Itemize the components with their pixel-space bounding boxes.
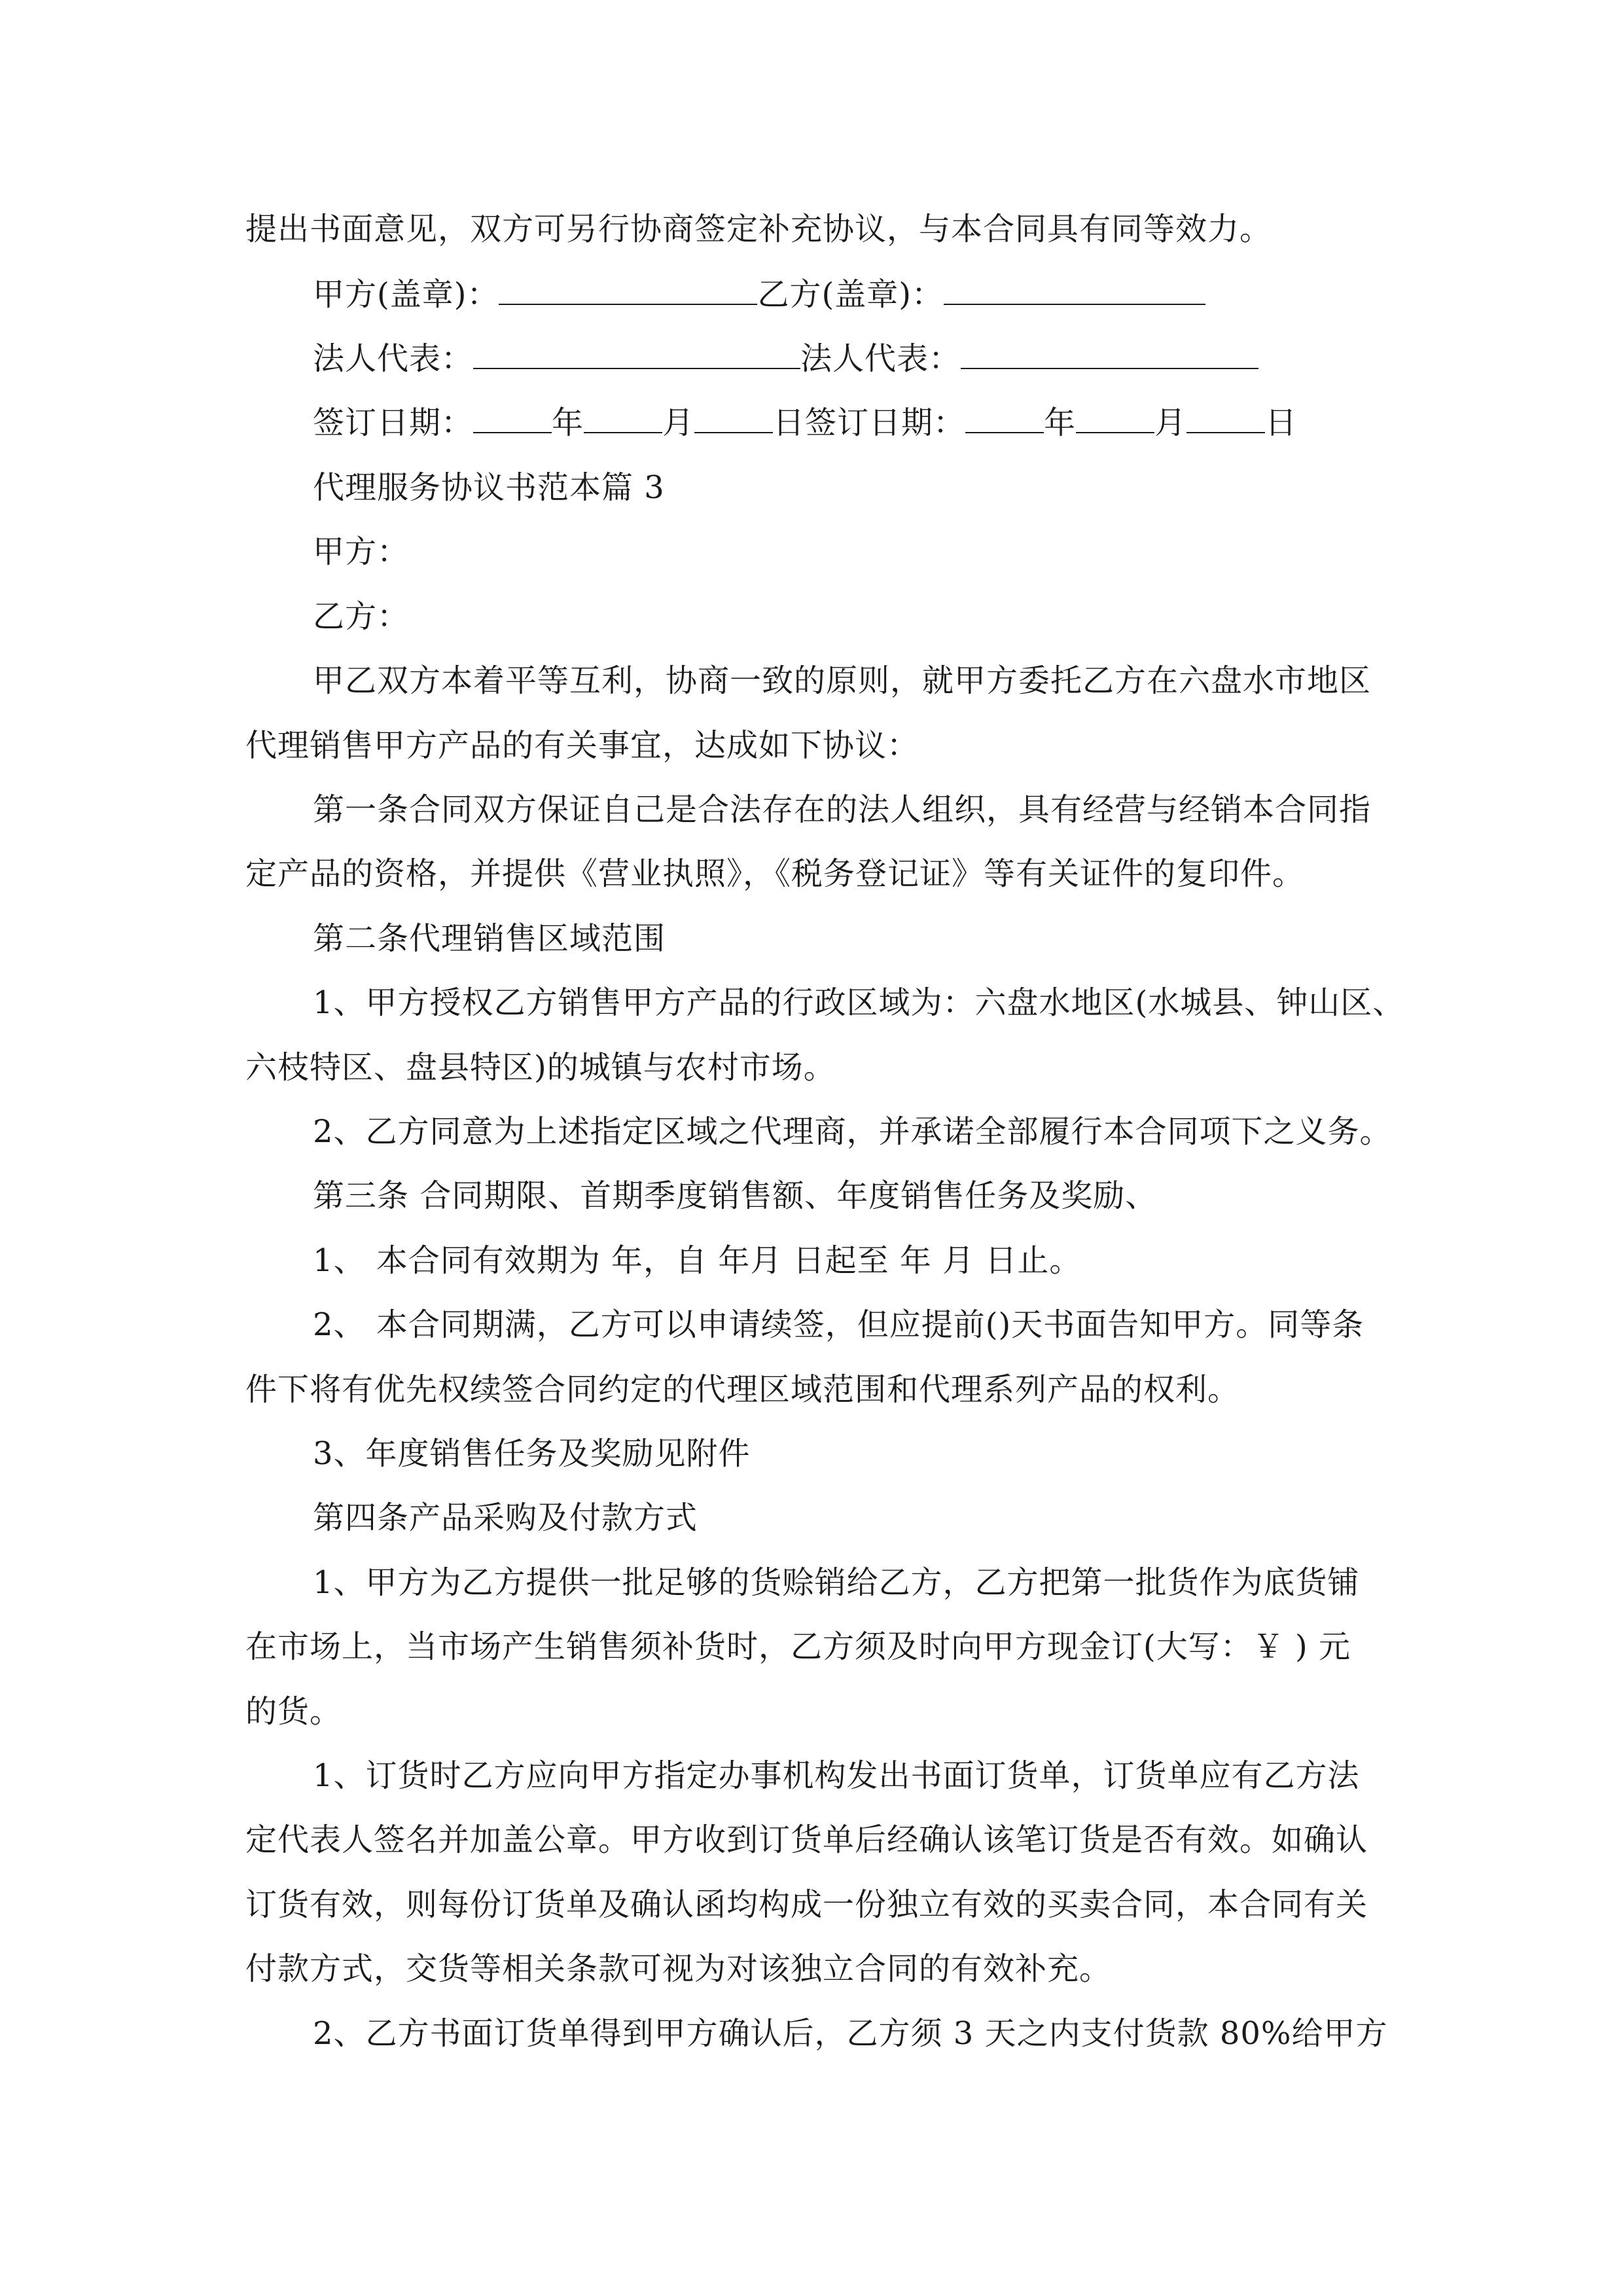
paragraph-line: 甲乙双方本着平等互利，协商一致的原则，就甲方委托乙方在六盘水市地区 bbox=[313, 662, 1372, 699]
signature-seal-row bbox=[313, 275, 1205, 314]
year-label: 年 bbox=[552, 404, 584, 441]
party-b-seal-blank bbox=[944, 278, 1205, 305]
paragraph-line: 订货有效，则每份订货单及确认函均构成一份独立有效的买卖合同，本合同有关 bbox=[245, 1886, 1368, 1923]
legal-rep-a-blank bbox=[473, 342, 800, 369]
year-blank bbox=[473, 406, 552, 433]
month-label: 月 bbox=[1154, 404, 1187, 441]
paragraph-line: 1、 本合同有效期为 年，自 年月 日起至 年 月 日止。 bbox=[313, 1242, 1082, 1279]
sign-date-b-label: 日签订日期： bbox=[773, 404, 966, 441]
paragraph-line: 提出书面意见，双方可另行协商签定补充协议，与本合同具有同等效力。 bbox=[245, 211, 1272, 247]
month-blank bbox=[584, 406, 662, 433]
paragraph-line: 六枝特区、盘县特区)的城镇与农村市场。 bbox=[245, 1049, 836, 1086]
paragraph-line: 定产品的资格，并提供《营业执照》，《税务登记证》等有关证件的复印件。 bbox=[245, 855, 1305, 892]
sign-date-a-label: 签订日期： bbox=[313, 404, 474, 441]
signature-rep-row bbox=[313, 339, 1258, 378]
month-label: 月 bbox=[662, 404, 695, 441]
legal-rep-b-label: 法人代表： bbox=[800, 340, 961, 377]
legal-rep-a-label: 法人代表： bbox=[313, 340, 474, 377]
paragraph-line: 的货。 bbox=[245, 1693, 342, 1730]
article-heading: 第二条代理销售区域范围 bbox=[313, 920, 666, 957]
paragraph-line: 2、乙方同意为上述指定区域之代理商，并承诺全部履行本合同项下之义务。 bbox=[313, 1113, 1392, 1150]
paragraph-line: 第一条合同双方保证自己是合法存在的法人组织，具有经营与经销本合同指 bbox=[313, 791, 1372, 828]
paragraph-line: 1、甲方授权乙方销售甲方产品的行政区域为：六盘水地区(水城县、钟山区、 bbox=[313, 984, 1405, 1021]
paragraph-line: 1、订货时乙方应向甲方指定办事机构发出书面订货单，订货单应有乙方法 bbox=[313, 1757, 1360, 1794]
year-label: 年 bbox=[1044, 404, 1077, 441]
month-blank bbox=[1076, 406, 1154, 433]
year-blank bbox=[965, 406, 1044, 433]
party-b-seal-label: 乙方(盖章)： bbox=[757, 276, 944, 313]
paragraph-line: 1、甲方为乙方提供一批足够的货赊销给乙方，乙方把第一批货作为底货铺 bbox=[313, 1564, 1360, 1601]
party-a-seal-label: 甲方(盖章)： bbox=[313, 276, 499, 313]
signature-date-row bbox=[313, 403, 1297, 442]
paragraph-line: 2、 本合同期满，乙方可以申请续签，但应提前()天书面告知甲方。同等条 bbox=[313, 1306, 1364, 1343]
party-a-line: 甲方： bbox=[313, 533, 410, 570]
legal-rep-b-blank bbox=[961, 342, 1258, 369]
paragraph-line: 定代表人签名并加盖公章。甲方收到订货单后经确认该笔订货是否有效。如确认 bbox=[245, 1821, 1368, 1858]
day-blank bbox=[694, 406, 773, 433]
paragraph-line: 件下将有优先权续签合同约定的代理区域范围和代理系列产品的权利。 bbox=[245, 1371, 1240, 1408]
day-blank bbox=[1186, 406, 1265, 433]
paragraph-line: 代理销售甲方产品的有关事宜，达成如下协议： bbox=[245, 727, 919, 764]
article-heading: 第四条产品采购及付款方式 bbox=[313, 1499, 698, 1536]
paragraph-line: 3、年度销售任务及奖励见附件 bbox=[313, 1435, 751, 1472]
paragraph-line: 在市场上，当市场产生销售须补货时，乙方须及时向甲方现金订(大写：￥ ) 元 bbox=[245, 1628, 1351, 1665]
paragraph-line: 付款方式，交货等相关条款可视为对该独立合同的有效补充。 bbox=[245, 1950, 1112, 1987]
paragraph-line: 2、乙方书面订货单得到甲方确认后，乙方须 3 天之内支付货款 80%给甲方 bbox=[313, 2015, 1388, 2052]
party-b-line: 乙方： bbox=[313, 598, 410, 635]
article-heading: 第三条 合同期限、首期季度销售额、年度销售任务及奖励、 bbox=[313, 1177, 1158, 1214]
day-label: 日 bbox=[1265, 404, 1298, 441]
party-a-seal-blank bbox=[499, 278, 757, 305]
section-title: 代理服务协议书范本篇 3 bbox=[313, 469, 665, 506]
